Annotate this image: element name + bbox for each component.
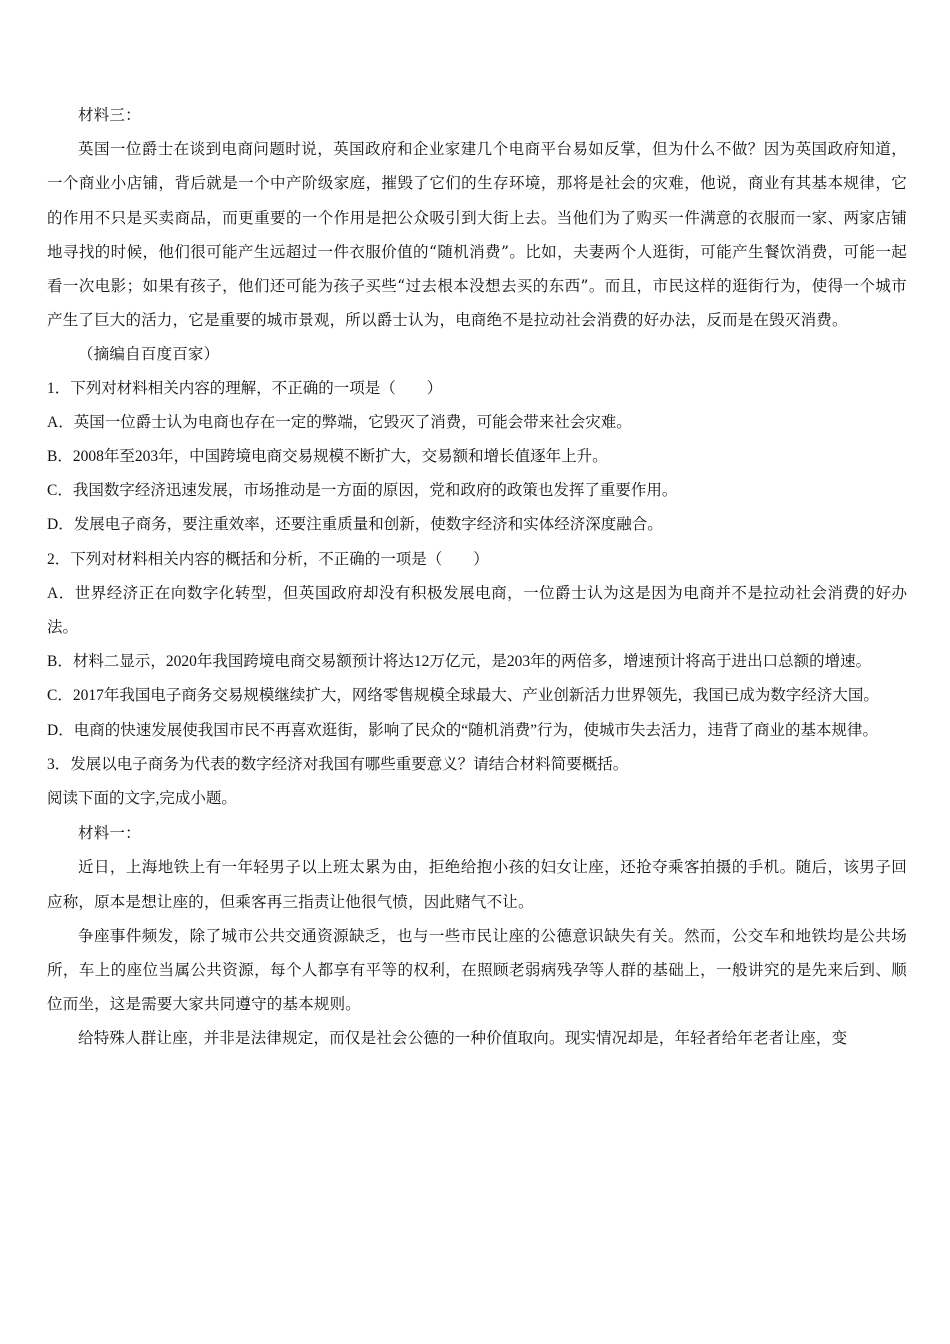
material1-paragraph: 争座事件频发，除了城市公共交通资源缺乏，也与一些市民让座的公德意识缺失有关。然而，公交车和地铁均是公共场所，车上的座位当属公共资源，每个人都享有平等的权利，在照顾老弱病残孕等人群的基础上，一般讲究的是先来后到、顺位而坐，这是需要大家共同遵守的基本规则。 [47, 926, 907, 1014]
material1-paragraph: 近日，上海地铁上有一年轻男子以上班太累为由，拒绝给抱小孩的妇女让座，还抢夺乘客拍摄的手机。随后，该男子回应称，原本是想让座的，但乘客再三指责让他很气愤，因此赌气不让。 [47, 858, 907, 911]
question-1-stem: 1．下列对材料相关内容的理解，不正确的一项是（ ） [47, 379, 443, 397]
question-2-option-b: B．材料二显示，2020年我国跨境电商交易额预计将达12万亿元，是203年的两倍多，增速预计将高于进出口总额的增速。 [47, 653, 872, 671]
document-page [47, 98, 907, 1056]
question-2-option-c: C．2017年我国电子商务交易规模继续扩大，网络零售规模全球最大、产业创新活力世界领先，我国已成为数字经济大国。 [47, 687, 879, 705]
question-1-option-b: B．2008年至203年，中国跨境电商交易规模不断扩大，交易额和增长值逐年上升。 [47, 448, 608, 466]
question-3-stem: 3．发展以电子商务为代表的数字经济对我国有哪些重要意义？请结合材料简要概括。 [47, 755, 629, 773]
material3-heading: 材料三： [78, 106, 141, 124]
question-1-option-d: D．发展电子商务，要注重效率，还要注重质量和创新，使数字经济和实体经济深度融合。 [47, 516, 663, 534]
question-2-option-d: D．电商的快速发展使我国市民不再喜欢逛街，影响了民众的“随机消费”行为，使城市失去活力，违背了商业的基本规律。 [47, 721, 878, 739]
reading-instruction: 阅读下面的文字,完成小题。 [47, 790, 237, 808]
question-1-option-a: A．英国一位爵士认为电商也存在一定的弊端，它毁灭了消费，可能会带来社会灾难。 [47, 413, 632, 431]
material3-source: （摘编自百度百家） [78, 345, 220, 364]
question-1-option-c: C．我国数字经济迅速发展，市场推动是一方面的原因，党和政府的政策也发挥了重要作用。 [47, 482, 678, 500]
question-2-option-a: A．世界经济正在向数字化转型，但英国政府却没有积极发展电商，一位爵士认为这是因为电商并不是拉动社会消费的好办法。 [47, 584, 907, 637]
question-2-stem: 2．下列对材料相关内容的概括和分析，不正确的一项是（ ） [47, 550, 489, 568]
material1-heading: 材料一： [78, 824, 141, 843]
material1-paragraph: 给特殊人群让座，并非是法律规定，而仅是社会公德的一种价值取向。现实情况却是，年轻者给年老者让座，变 [78, 1029, 848, 1048]
material3-body: 英国一位爵士在谈到电商问题时说，英国政府和企业家建几个电商平台易如反掌，但为什么不做？因为英国政府知道，一个商业小店铺，背后就是一个中产阶级家庭，摧毁了它们的生存环境，那将是社会的灾难，他说，商业有其基本规律，它的作用不只是买卖商品，而更重要的一个作用是把公众吸引到大街上去。当他们为了购买一件满意的衣服而一家、两家店铺地寻找的时候，他们很可能产生远超过一件衣服价值的“随机消费”。比如，夫妻两个人逛街，可能产生餐饮消费，可能一起看一次电影；如果有孩子，他们还可能为孩子买些“过去根本没想去买的东西”。而且，市民这样的逛街行为，使得一个城市产生了巨大的活力，它是重要的城市景观，所以爵士认为，电商绝不是拉动社会消费的好办法，反而是在毁灭消费。 [47, 140, 907, 330]
